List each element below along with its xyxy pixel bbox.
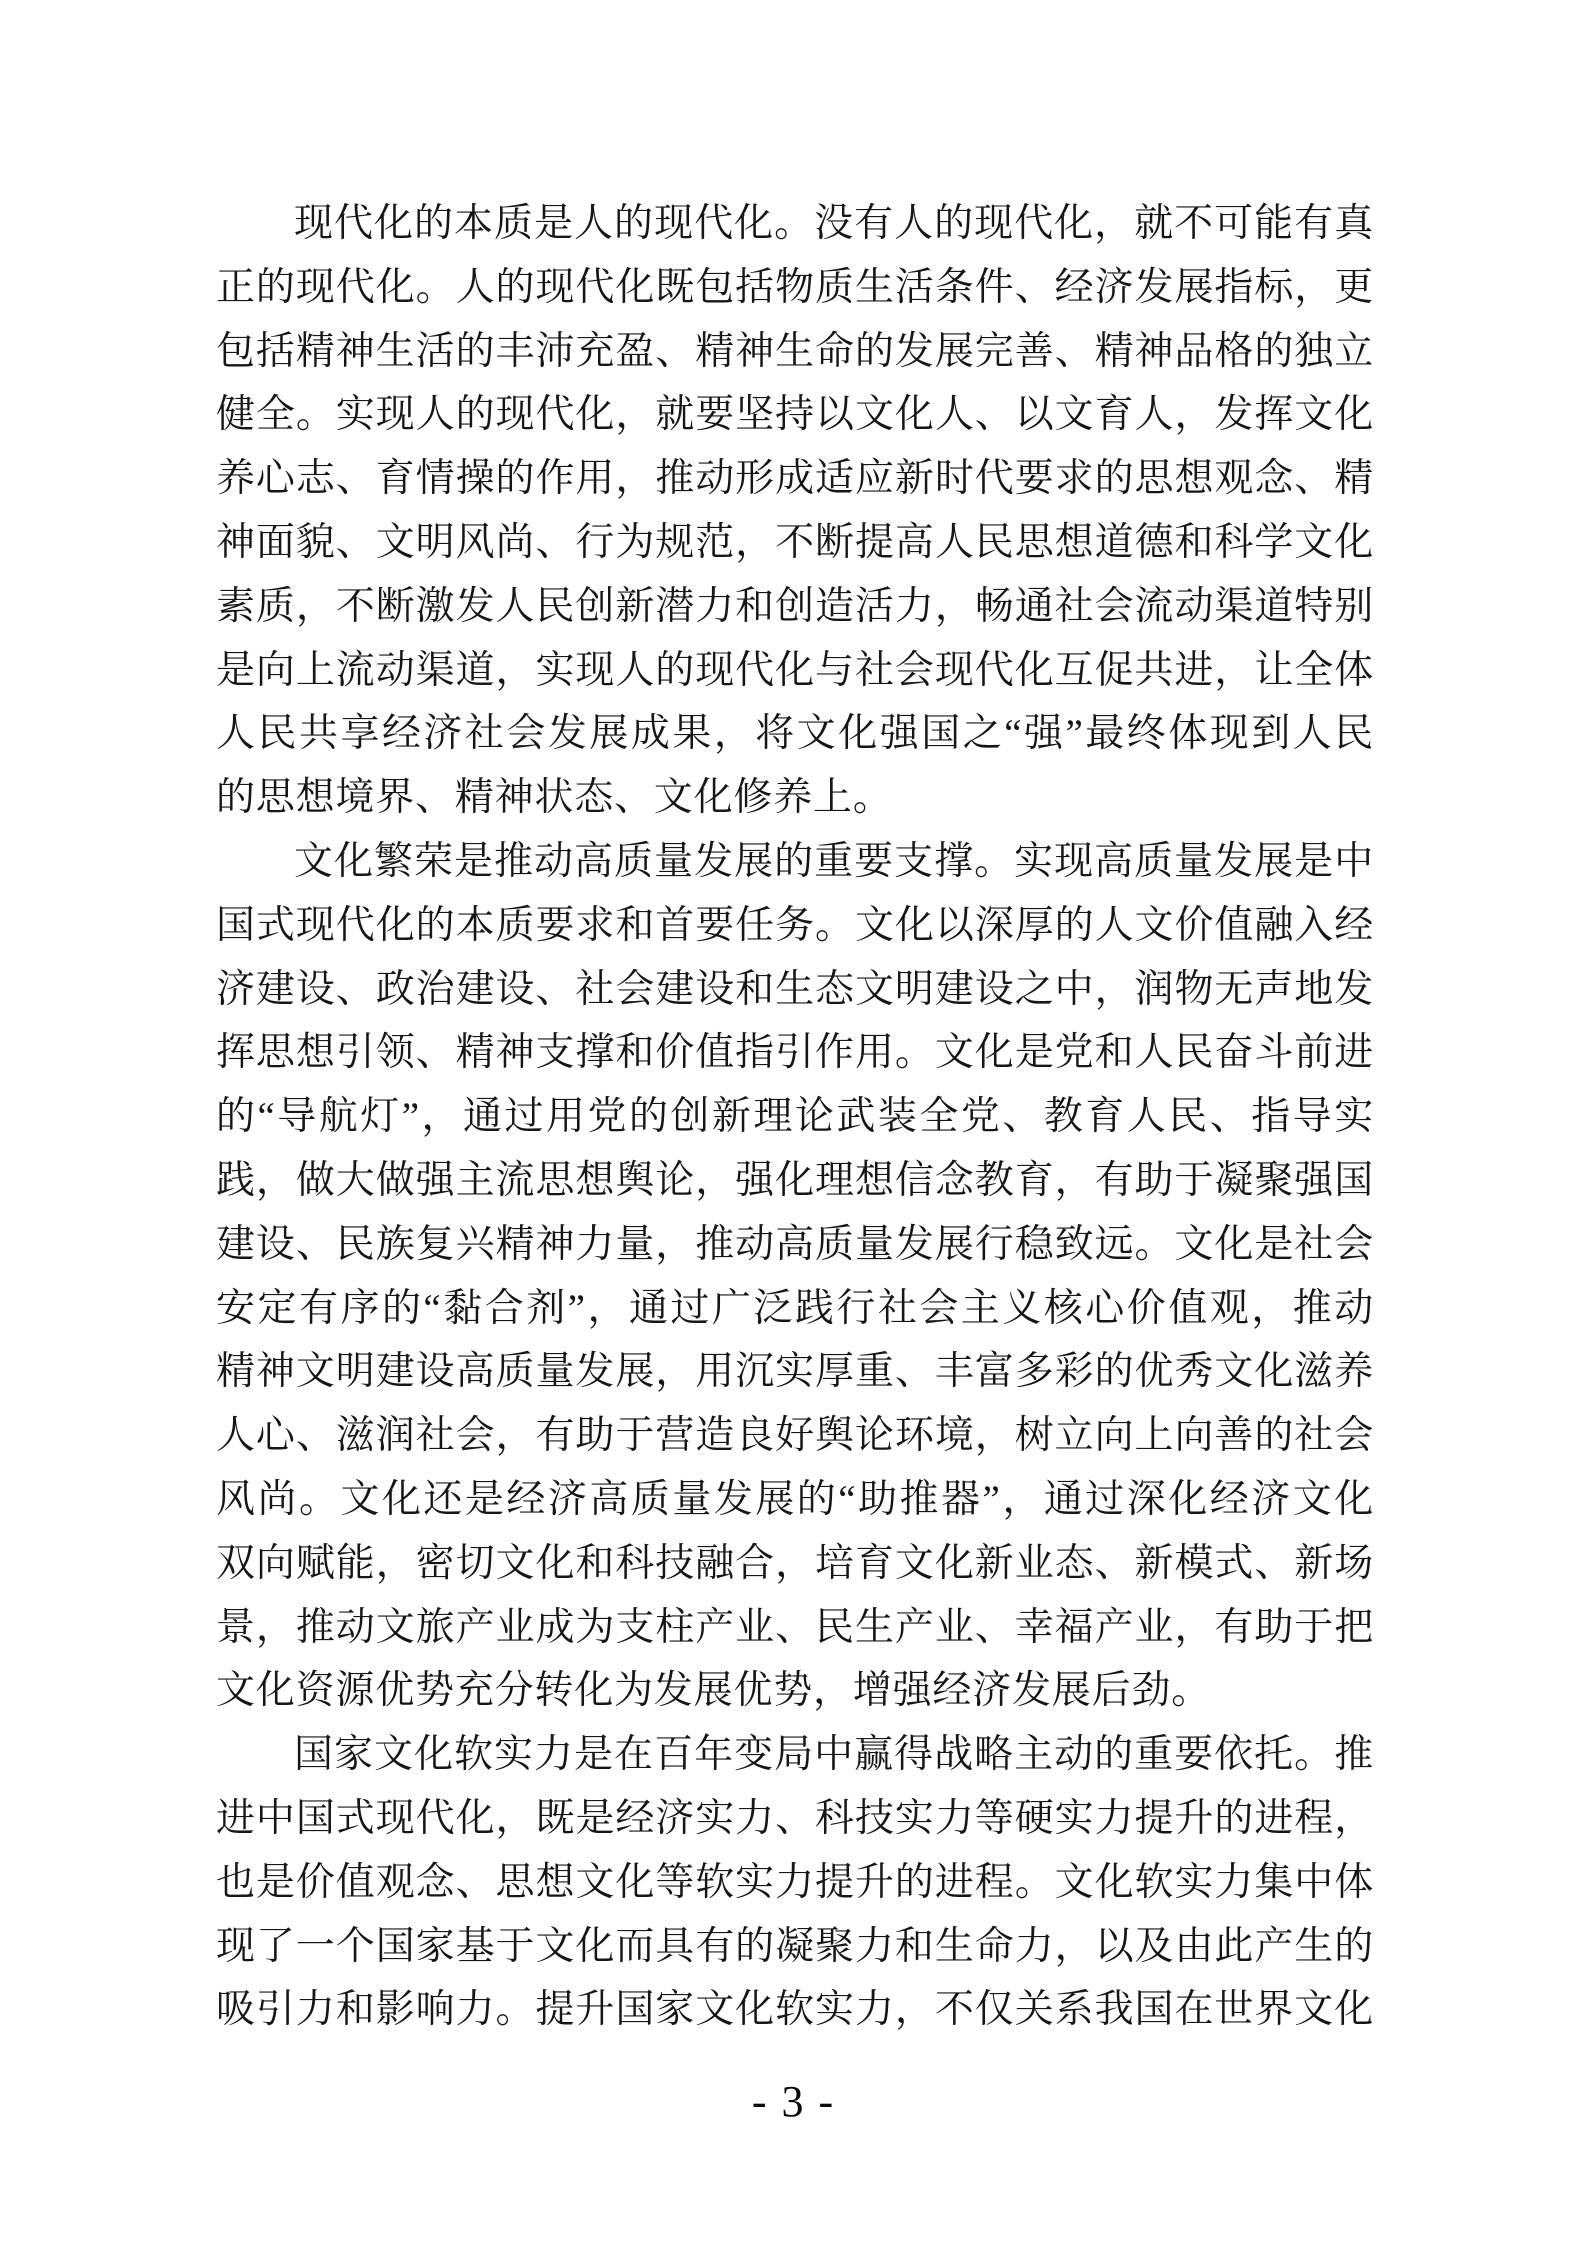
text-line: 济建设、政治建设、社会建设和生态文明建设之中，润物无声地发 [216,967,1374,1011]
text-line: 国式现代化的本质要求和首要任务。文化以深厚的人文价值融入经 [216,903,1374,947]
text-line: 正的现代化。人的现代化既包括物质生活条件、经济发展指标，更 [216,265,1374,309]
text-line: 风尚。文化还是经济高质量发展的“助推器”，通过深化经济文化 [216,1477,1374,1521]
text-line: 现代化的本质是人的现代化。没有人的现代化，就不可能有真 [294,202,1374,245]
document-body [216,192,1374,2042]
page-number: - 3 - [751,2077,836,2126]
text-line: 双向赋能，密切文化和科技融合，培育文化新业态、新模式、新场 [216,1541,1374,1585]
text-line: 神面貌、文明风尚、行为规范，不断提高人民思想道德和科学文化 [216,520,1374,564]
text-line: 吸引力和影响力。提升国家文化软实力，不仅关系我国在世界文化 [216,1988,1374,2032]
paragraph [216,192,1374,830]
text-line: 人民共享经济社会发展成果，将文化强国之“强”最终体现到人民 [216,712,1374,756]
text-line: 健全。实现人的现代化，就要坚持以文化人、以文育人，发挥文化 [216,393,1374,437]
text-line: 也是价值观念、思想文化等软实力提升的进程。文化软实力集中体 [216,1860,1374,1904]
paragraph [216,830,1374,1723]
text-line: 包括精神生活的丰沛充盈、精神生命的发展完善、精神品格的独立 [216,329,1374,373]
text-line: 的思想境界、精神状态、文化修养上。 [216,776,893,820]
text-line: 建设、民族复兴精神力量，推动高质量发展行稳致远。文化是社会 [216,1222,1374,1266]
text-line: 践，做大做强主流思想舆论，强化理想信念教育，有助于凝聚强国 [216,1158,1374,1202]
text-line: 安定有序的“黏合剂”，通过广泛践行社会主义核心价值观，推动 [216,1286,1374,1330]
text-line: 进中国式现代化，既是经济实力、科技实力等硬实力提升的进程， [216,1796,1374,1840]
text-line: 人心、滋润社会，有助于营造良好舆论环境，树立向上向善的社会 [216,1414,1374,1458]
paragraph [216,1723,1374,2042]
text-line: 现了一个国家基于文化而具有的凝聚力和生命力，以及由此产生的 [216,1924,1374,1968]
text-line: 景，推动文旅产业成为支柱产业、民生产业、幸福产业，有助于把 [216,1605,1374,1649]
text-line: 的“导航灯”，通过用党的创新理论武装全党、教育人民、指导实 [216,1095,1374,1139]
text-line: 养心志、育情操的作用，推动形成适应新时代要求的思想观念、精 [216,457,1374,501]
text-line: 是向上流动渠道，实现人的现代化与社会现代化互促共进，让全体 [216,648,1374,692]
text-line: 文化资源优势充分转化为发展优势，增强经济发展后劲。 [216,1669,1212,1713]
text-line: 素质，不断激发人民创新潜力和创造活力，畅通社会流动渠道特别 [216,584,1374,628]
text-line: 精神文明建设高质量发展，用沉实厚重、丰富多彩的优秀文化滋养 [216,1350,1374,1394]
text-line: 挥思想引领、精神支撑和价值指引作用。文化是党和人民奋斗前进 [216,1031,1374,1075]
text-line: 文化繁荣是推动高质量发展的重要支撑。实现高质量发展是中 [294,839,1374,883]
text-line: 国家文化软实力是在百年变局中赢得战略主动的重要依托。推 [294,1733,1374,1777]
page-footer [0,2077,1587,2126]
